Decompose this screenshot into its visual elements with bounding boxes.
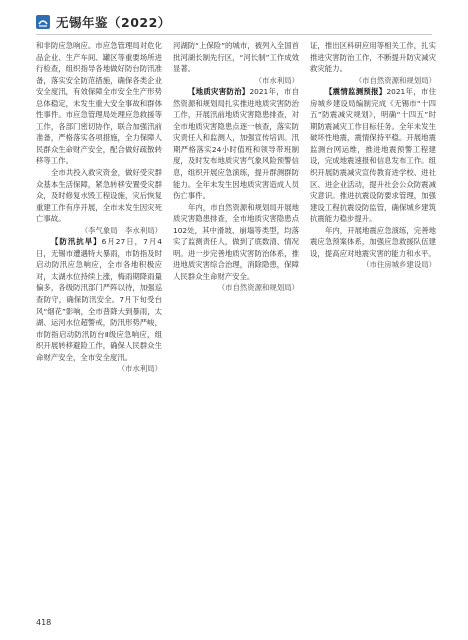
source-attribution [310, 259, 436, 271]
text-columns [36, 40, 436, 620]
body-paragraph [173, 40, 299, 75]
paragraph-text: （市自然资源和规划局） [354, 75, 436, 85]
yearbook-title: 无锡年鉴（2022） [56, 15, 171, 30]
paragraph-text: 证，推出区科研应用等相关工作，扎实推进灾害防治工作，不断提升防灾减灾救灾能力。 [310, 41, 436, 74]
column-2 [173, 40, 299, 620]
page-header [36, 12, 436, 32]
paragraph-text: 2021年，市自然资源和规划局扎实推进地质灾害防治工作，开展汛前地质灾害隐患排查，对全市地质灾害隐患点逐一核查，落实防灾责任人和监测人，加强宣传培训。汛期严格落实24小时值班和领导带班制度，及时发布地质灾害气象风险预警信息，组织开展应急演练，提升群测群防能力。全年未发生因地质灾害造成人员伤亡事件。 [173, 87, 299, 201]
yearbook-logo-icon [36, 15, 50, 29]
body-paragraph [310, 225, 436, 260]
body-paragraph [36, 40, 162, 167]
paragraph-text: 全市共投入救灾资金，做好受灾群众基本生活保障，紧急转移安置受灾群众，及时修复水毁工程设施，灾后恢复重建工作有序开展，全市未发生因灾死亡事故。 [36, 168, 162, 224]
paragraph-text: 河湖防“上保险”的城市，被列入全国首批河湖长制先行区，“河长制”工作成效显著。 [173, 41, 299, 74]
paragraph-text: （市住房城乡建设局） [362, 260, 436, 270]
body-paragraph [173, 202, 299, 283]
paragraph-text: （市水利局） [117, 364, 162, 374]
paragraph-text: 和非防应急响应。市应急管理局对危化品企业、生产车间、罐区等重要场所进行检查，组织指导各地做好防台防汛准备，落实安全防范措施，确保各类企业安全度汛，有效保障全市安全生产形势总体稳定，未发生重大安全事故和群体性事件。市应急管理局处理应急救援等工作，各部门密切协作，联合加强汛前准备，严格落实各项措施，全力保障人民群众生命财产安全，配合做好疏散转移等工作。 [36, 41, 162, 166]
paragraph-text: 6月27日，7月4日，无锡市遭遇特大暴雨，市防指及时启动防汛应急响应，全市各地积极应对，太湖水位持续上涨，梅雨期降雨量偏多，各级防汛部门严阵以待，加强巡查防守，确保防汛安全。7月下旬受台风“烟花”影响，全市普降大到暴雨，太湖、运河水位超警戒，防汛形势严峻，市防指启动防汛防台Ⅱ级应急响应，组织开展转移避险工作，确保人民群众生命财产安全，全市安全度汛。 [36, 237, 162, 362]
body-paragraph [310, 40, 436, 75]
section-title: 【防汛抗旱】 [51, 237, 102, 247]
section-title: 【震情监测预报】 [325, 87, 387, 97]
source-attribution [173, 282, 299, 294]
paragraph-text: （市自然资源和规划局） [217, 283, 299, 293]
source-attribution [36, 225, 162, 237]
source-attribution [36, 363, 162, 375]
paragraph-text: 年内，市自然资源和规划局开展地质灾害隐患排查，全市地质灾害隐患点102处，其中滑坡、崩塌等类型，均落实了监测责任人，做到了底数清、情况明。进一步完善地质灾害防治体系，推进地质灾害综合治理，消除隐患，保障人民群众生命财产安全。 [173, 202, 299, 281]
source-attribution [310, 75, 436, 87]
paragraph-text: 2021年，市住房城乡建设局编制完成《无锡市“十四五”防震减灾规划》，明确“十四五”时期防震减灾工作目标任务。全年未发生破坏性地震，震情保持平稳。开展地震监测台网运维，推进地震预警工程建设，完成地震速报和信息发布工作。组织开展防震减灾宣传教育进学校、进社区、进企业活动，提升社会公众防震减灾意识。推进抗震设防要求管理，加强建设工程抗震设防监管，确保城乡建筑抗震能力稳步提升。 [310, 87, 436, 224]
page-number: 418 [36, 618, 52, 627]
column-1 [36, 40, 162, 620]
source-attribution [173, 75, 299, 87]
body-paragraph [173, 86, 299, 201]
section-title: 【地质灾害防治】 [188, 87, 250, 97]
body-paragraph [36, 167, 162, 225]
paragraph-text: 年内，开展地震应急演练，完善地震应急预案体系，加强应急救援队伍建设，提高应对地震灾害的能力和水平。 [310, 225, 436, 258]
header-divider [36, 34, 432, 35]
body-paragraph [310, 86, 436, 225]
paragraph-text: （李气象局 李水利局） [80, 225, 162, 235]
body-paragraph [36, 236, 162, 363]
column-3 [310, 40, 436, 620]
paragraph-text: （市水利局） [254, 75, 299, 85]
